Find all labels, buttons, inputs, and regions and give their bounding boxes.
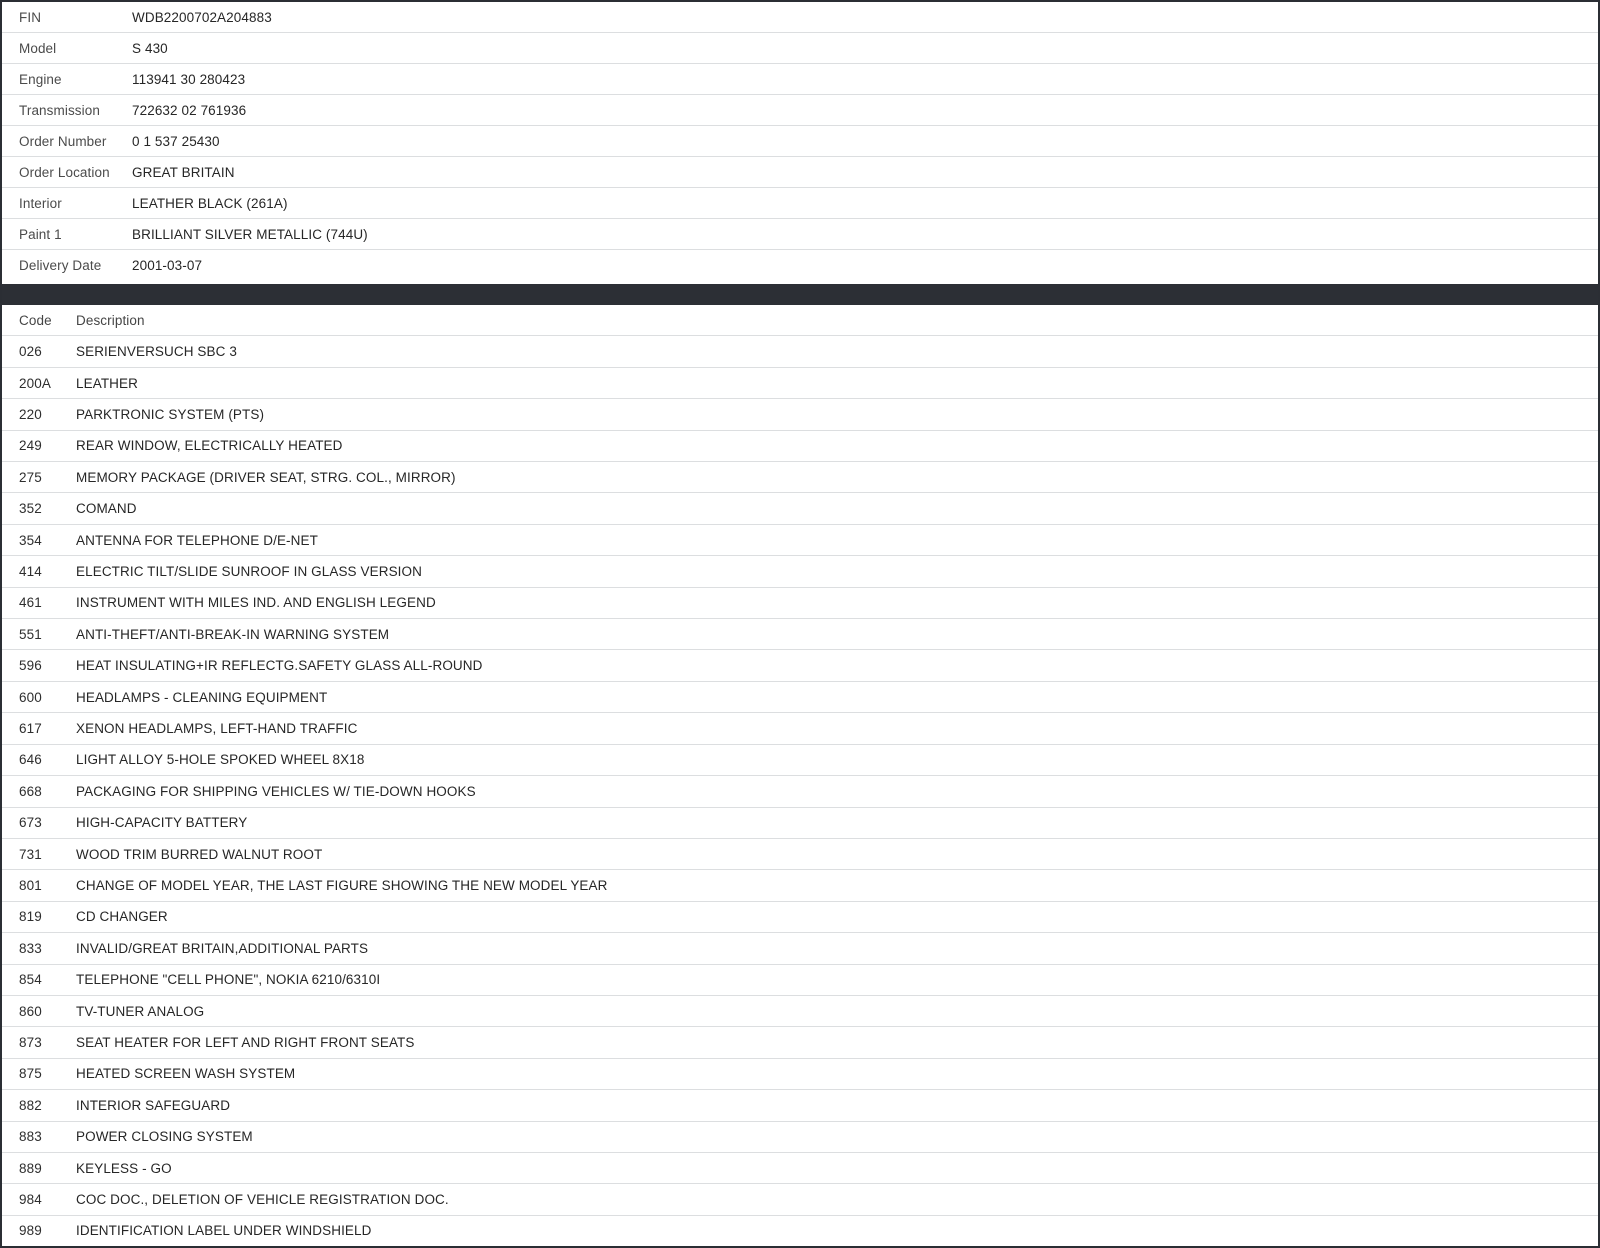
option-code: 461 (19, 595, 42, 611)
option-code: 551 (19, 626, 42, 642)
option-description: IDENTIFICATION LABEL UNDER WINDSHIELD (76, 1223, 372, 1239)
option-row (2, 462, 1598, 493)
options-table (2, 305, 1598, 1246)
option-row (2, 399, 1598, 430)
option-code: 600 (19, 689, 42, 705)
option-description: ANTI-THEFT/ANTI-BREAK-IN WARNING SYSTEM (76, 626, 390, 642)
vehicle-info-row (2, 188, 1598, 219)
vehicle-info-label: Transmission (19, 102, 100, 118)
option-row (2, 996, 1598, 1027)
option-row (2, 713, 1598, 744)
vehicle-info-table (2, 2, 1598, 281)
option-row (2, 870, 1598, 901)
vehicle-info-value: BRILLIANT SILVER METALLIC (744U) (132, 226, 368, 242)
option-code: 889 (19, 1160, 42, 1176)
vehicle-info-row (2, 219, 1598, 250)
options-header-row (2, 305, 1598, 336)
vehicle-info-label: FIN (19, 9, 42, 25)
option-description: MEMORY PACKAGE (DRIVER SEAT, STRG. COL., MIRROR) (76, 469, 456, 485)
option-code: 860 (19, 1003, 42, 1019)
option-code: 220 (19, 406, 42, 422)
option-row (2, 588, 1598, 619)
option-description: PARKTRONIC SYSTEM (PTS) (76, 406, 265, 422)
option-code: 984 (19, 1192, 42, 1208)
option-row (2, 336, 1598, 367)
option-code: 414 (19, 563, 42, 579)
option-description: SERIENVERSUCH SBC 3 (76, 344, 237, 360)
option-description: COC DOC., DELETION OF VEHICLE REGISTRATION DOC. (76, 1192, 449, 1208)
option-description: KEYLESS - GO (76, 1160, 172, 1176)
option-code: 819 (19, 909, 42, 925)
option-row (2, 808, 1598, 839)
option-code: 275 (19, 469, 42, 485)
vehicle-info-label: Delivery Date (19, 258, 102, 273)
option-description: INVALID/GREAT BRITAIN,ADDITIONAL PARTS (76, 940, 369, 956)
option-code: 882 (19, 1097, 42, 1113)
vehicle-info-row (2, 157, 1598, 188)
option-row (2, 493, 1598, 524)
vehicle-info-label: Model (19, 40, 57, 56)
option-description: INTERIOR SAFEGUARD (76, 1097, 231, 1113)
option-row (2, 525, 1598, 556)
option-code: 617 (19, 720, 42, 736)
option-description: CHANGE OF MODEL YEAR, THE LAST FIGURE SHOWING THE NEW MODEL YEAR (76, 878, 608, 894)
option-code: 854 (19, 972, 42, 988)
vehicle-info-row (2, 64, 1598, 95)
vehicle-info-value: GREAT BRITAIN (132, 164, 235, 180)
section-divider-band (2, 284, 1598, 305)
vehicle-info-label: Order Location (19, 164, 110, 180)
vehicle-info-value: 2001-03-07 (132, 258, 203, 273)
option-row (2, 745, 1598, 776)
option-row (2, 933, 1598, 964)
vehicle-info-value: S 430 (132, 40, 168, 56)
option-code: 596 (19, 658, 42, 674)
option-description: HIGH-CAPACITY BATTERY (76, 815, 248, 831)
options-header-description: Description (76, 312, 145, 328)
option-row (2, 776, 1598, 807)
option-row (2, 1059, 1598, 1090)
option-code: 673 (19, 815, 42, 831)
vehicle-info-value: WDB2200702A204883 (132, 9, 272, 25)
option-description: LIGHT ALLOY 5-HOLE SPOKED WHEEL 8X18 (76, 752, 365, 768)
vehicle-info-value: 0 1 537 25430 (132, 133, 220, 149)
option-description: WOOD TRIM BURRED WALNUT ROOT (76, 846, 323, 862)
option-code: 883 (19, 1129, 42, 1145)
option-code: 200A (19, 375, 51, 391)
option-code: 873 (19, 1035, 42, 1051)
option-description: ANTENNA FOR TELEPHONE D/E-NET (76, 532, 318, 548)
option-code: 875 (19, 1066, 42, 1082)
option-row (2, 1153, 1598, 1184)
option-description: HEATED SCREEN WASH SYSTEM (76, 1066, 296, 1082)
vehicle-info-row (2, 33, 1598, 64)
option-description: TV-TUNER ANALOG (76, 1003, 205, 1019)
option-description: REAR WINDOW, ELECTRICALLY HEATED (76, 438, 343, 454)
option-code: 646 (19, 752, 42, 768)
option-row (2, 556, 1598, 587)
vehicle-info-label: Order Number (19, 133, 107, 149)
option-code: 731 (19, 846, 42, 862)
option-description: POWER CLOSING SYSTEM (76, 1129, 253, 1145)
option-description: ELECTRIC TILT/SLIDE SUNROOF IN GLASS VERSION (76, 563, 422, 579)
vehicle-info-label: Engine (19, 71, 62, 87)
option-row (2, 368, 1598, 399)
option-description: SEAT HEATER FOR LEFT AND RIGHT FRONT SEATS (76, 1035, 415, 1051)
vehicle-info-row (2, 126, 1598, 157)
option-description: INSTRUMENT WITH MILES IND. AND ENGLISH LEGEND (76, 595, 436, 611)
vehicle-info-row (2, 250, 1598, 281)
vehicle-info-value: LEATHER BLACK (261A) (132, 195, 288, 211)
option-code: 352 (19, 501, 42, 517)
option-code: 026 (19, 344, 42, 360)
option-code: 801 (19, 878, 42, 894)
option-description: TELEPHONE "CELL PHONE", NOKIA 6210/6310I (76, 972, 381, 988)
vehicle-info-value: 113941 30 280423 (132, 71, 246, 87)
option-code: 989 (19, 1223, 42, 1239)
option-row (2, 650, 1598, 681)
option-code: 668 (19, 783, 42, 799)
option-row (2, 1184, 1598, 1215)
option-code: 354 (19, 532, 42, 548)
options-header-code: Code (19, 312, 52, 328)
option-row (2, 1216, 1598, 1246)
option-row (2, 902, 1598, 933)
option-row (2, 682, 1598, 713)
option-row (2, 839, 1598, 870)
option-description: XENON HEADLAMPS, LEFT-HAND TRAFFIC (76, 720, 358, 736)
option-row (2, 965, 1598, 996)
option-row (2, 431, 1598, 462)
option-code: 833 (19, 940, 42, 956)
option-description: HEAT INSULATING+IR REFLECTG.SAFETY GLASS ALL-ROUND (76, 658, 483, 674)
vehicle-info-row (2, 2, 1598, 33)
vehicle-info-label: Interior (19, 195, 62, 211)
option-row (2, 1122, 1598, 1153)
option-description: PACKAGING FOR SHIPPING VEHICLES W/ TIE-DOWN HOOKS (76, 783, 476, 799)
option-description: LEATHER (76, 375, 138, 391)
option-description: CD CHANGER (76, 909, 168, 925)
vehicle-info-row (2, 95, 1598, 126)
option-description: COMAND (76, 501, 137, 517)
vehicle-info-label: Paint 1 (19, 226, 62, 242)
option-row (2, 619, 1598, 650)
option-description: HEADLAMPS - CLEANING EQUIPMENT (76, 689, 328, 705)
option-row (2, 1090, 1598, 1121)
vehicle-info-value: 722632 02 761936 (132, 102, 247, 118)
option-row (2, 1027, 1598, 1058)
option-code: 249 (19, 438, 42, 454)
